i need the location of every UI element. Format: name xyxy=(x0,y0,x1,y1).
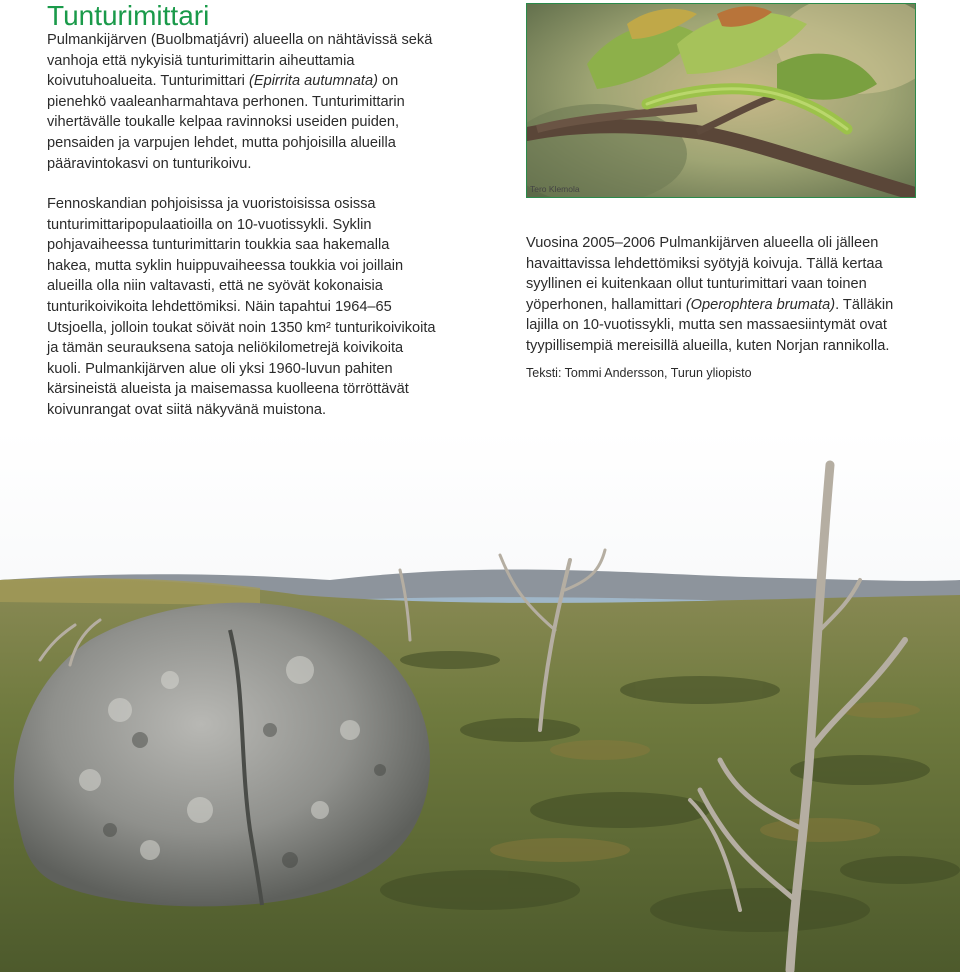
intro-paragraph xyxy=(47,30,447,174)
winter-moth-text: Vuosina 2005–2006 Pulmankijärven alueella oli jälleen havaittavissa lehdettömiksi syötyjä koivuja. Tällä kertaa syyllinen ei kuitenkaan ollut tunturimittari vaan toinen yöperhonen, hallamittari xyxy=(526,235,883,313)
winter-moth-paragraph xyxy=(526,233,921,357)
caterpillar-photo xyxy=(526,3,916,198)
intro-text: Pulmankijärven (Buolbmatjávri) alueella on nähtävissä sekä vanhoja että nykyisiä tunturimittarin aiheuttamia koivutuhoalueita. Tunturimittari xyxy=(47,32,433,90)
winter-moth-text-continued: . Tälläkin lajilla on 10-vuotissykli, mutta sen massaesiintymät ovat tyypillisempiä mereisillä alueilla, kuten Norjan rannikolla. xyxy=(526,296,894,354)
intro-text-continued: on pienehkö vaaleanharmahtava perhonen. Tunturimittarin vihertävälle toukalle kelpaa ravinnoksi useiden puiden, pensaiden ja varpujen lehdet, mutta pohjoisilla alueilla pääravintokasvi on tunturikoivu. xyxy=(47,73,405,172)
intro-species-name: (Epirrita autumnata) xyxy=(248,73,378,90)
page-title: Tunturimittari xyxy=(47,0,210,31)
text-credit: Teksti: Tommi Andersson, Turun yliopisto xyxy=(526,366,752,380)
photo-credit: Tero Klemola xyxy=(530,184,580,194)
cycle-paragraph: Fennoskandian pohjoisissa ja vuoristoisissa osissa tunturimittaripopulaatioilla on 10-vuotissykli. Syklin pohjavaiheessa tunturimittarin toukkia saa hakemalla hakea, mutta syklin huippuvaiheessa toukkia voi joillain alueilla olla niin valtavasti, että ne syövät kokonaisia tunturikoivikoita lehdettömiksi. Näin tapahtui 1964–65 Utsjoella, jolloin toukat söivät noin 1350 km² tunturikoivikoita ja tämän seurauksena satoja neliökilometrejä koivikoita kuoli. Pulmankijärven alue oli yksi 1960-luvun pahiten kärsineistä alueista ja maisemassa kuolleena törröttävät koivunrangat ovat siitä näkyvänä muistona. xyxy=(47,196,436,418)
winter-moth-species-name: (Operophtera brumata) xyxy=(685,296,836,313)
tundra-landscape-photo xyxy=(0,430,960,972)
